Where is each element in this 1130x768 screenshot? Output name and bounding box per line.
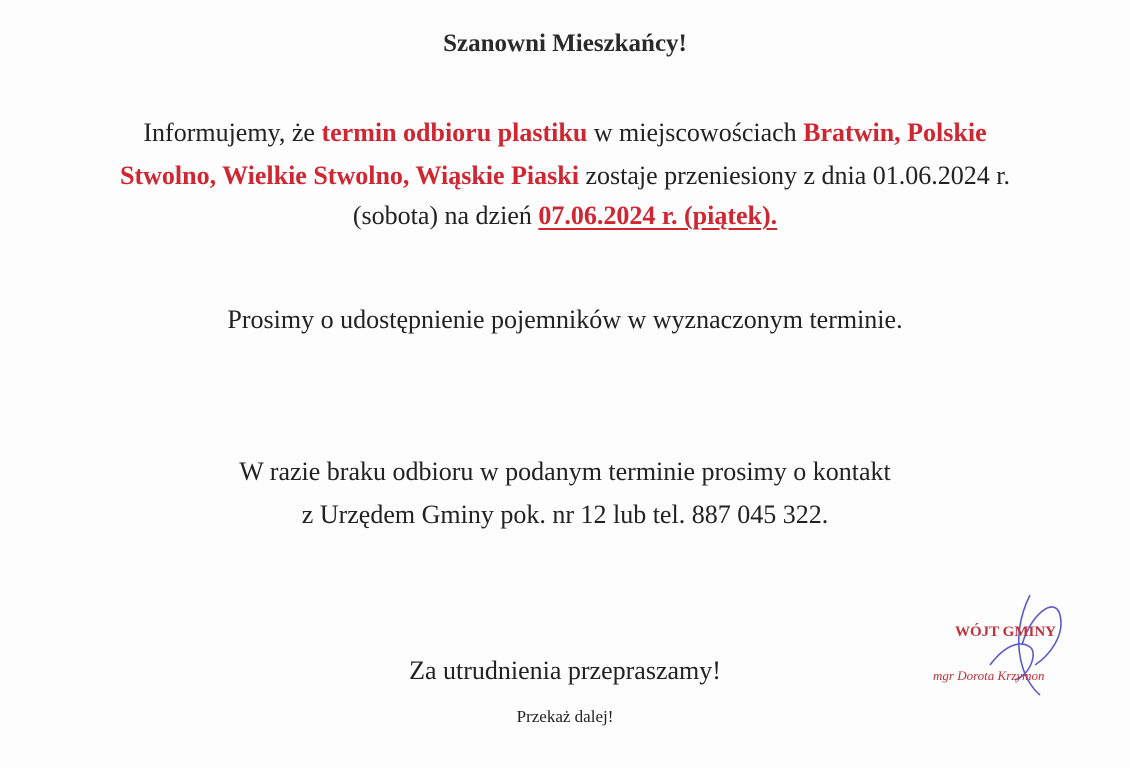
stamp-name: mgr Dorota Krzymon bbox=[933, 668, 1045, 683]
highlight-new-date: 07.06.2024 r. (piątek). bbox=[538, 201, 778, 230]
notice-text: Informujemy, że bbox=[143, 118, 322, 147]
highlight-villages: Stwolno, Wielkie Stwolno, Wiąskie Piaski bbox=[119, 161, 579, 190]
notice-line-2 bbox=[0, 156, 1130, 196]
apology-text: Za utrudnienia przepraszamy! bbox=[409, 656, 721, 685]
request-text: Prosimy o udostępnienie pojemników w wyznaczonym terminie. bbox=[227, 305, 903, 334]
contact-line-2: z Urzędem Gminy pok. nr 12 lub tel. 887 045 322. bbox=[301, 500, 829, 529]
notice-text: w miejscowościach bbox=[587, 118, 804, 147]
highlight-plastic-collection: termin odbioru plastiku bbox=[321, 118, 588, 147]
highlight-villages: Bratwin, Polskie bbox=[803, 118, 987, 147]
stamp-title: WÓJT GMINY bbox=[955, 624, 1056, 640]
forward-text: Przekaż dalej! bbox=[516, 707, 614, 726]
contact-line-1: W razie braku odbioru w podanym terminie prosimy o kontakt bbox=[239, 457, 891, 486]
document-heading: Szanowni Mieszkańcy! bbox=[443, 30, 687, 57]
notice-line-3 bbox=[0, 196, 1130, 236]
notice-text: (sobota) na dzień bbox=[352, 201, 539, 230]
notice-line-1 bbox=[0, 113, 1130, 153]
notice-text: zostaje przeniesiony z dnia 01.06.2024 r. bbox=[578, 161, 1011, 190]
